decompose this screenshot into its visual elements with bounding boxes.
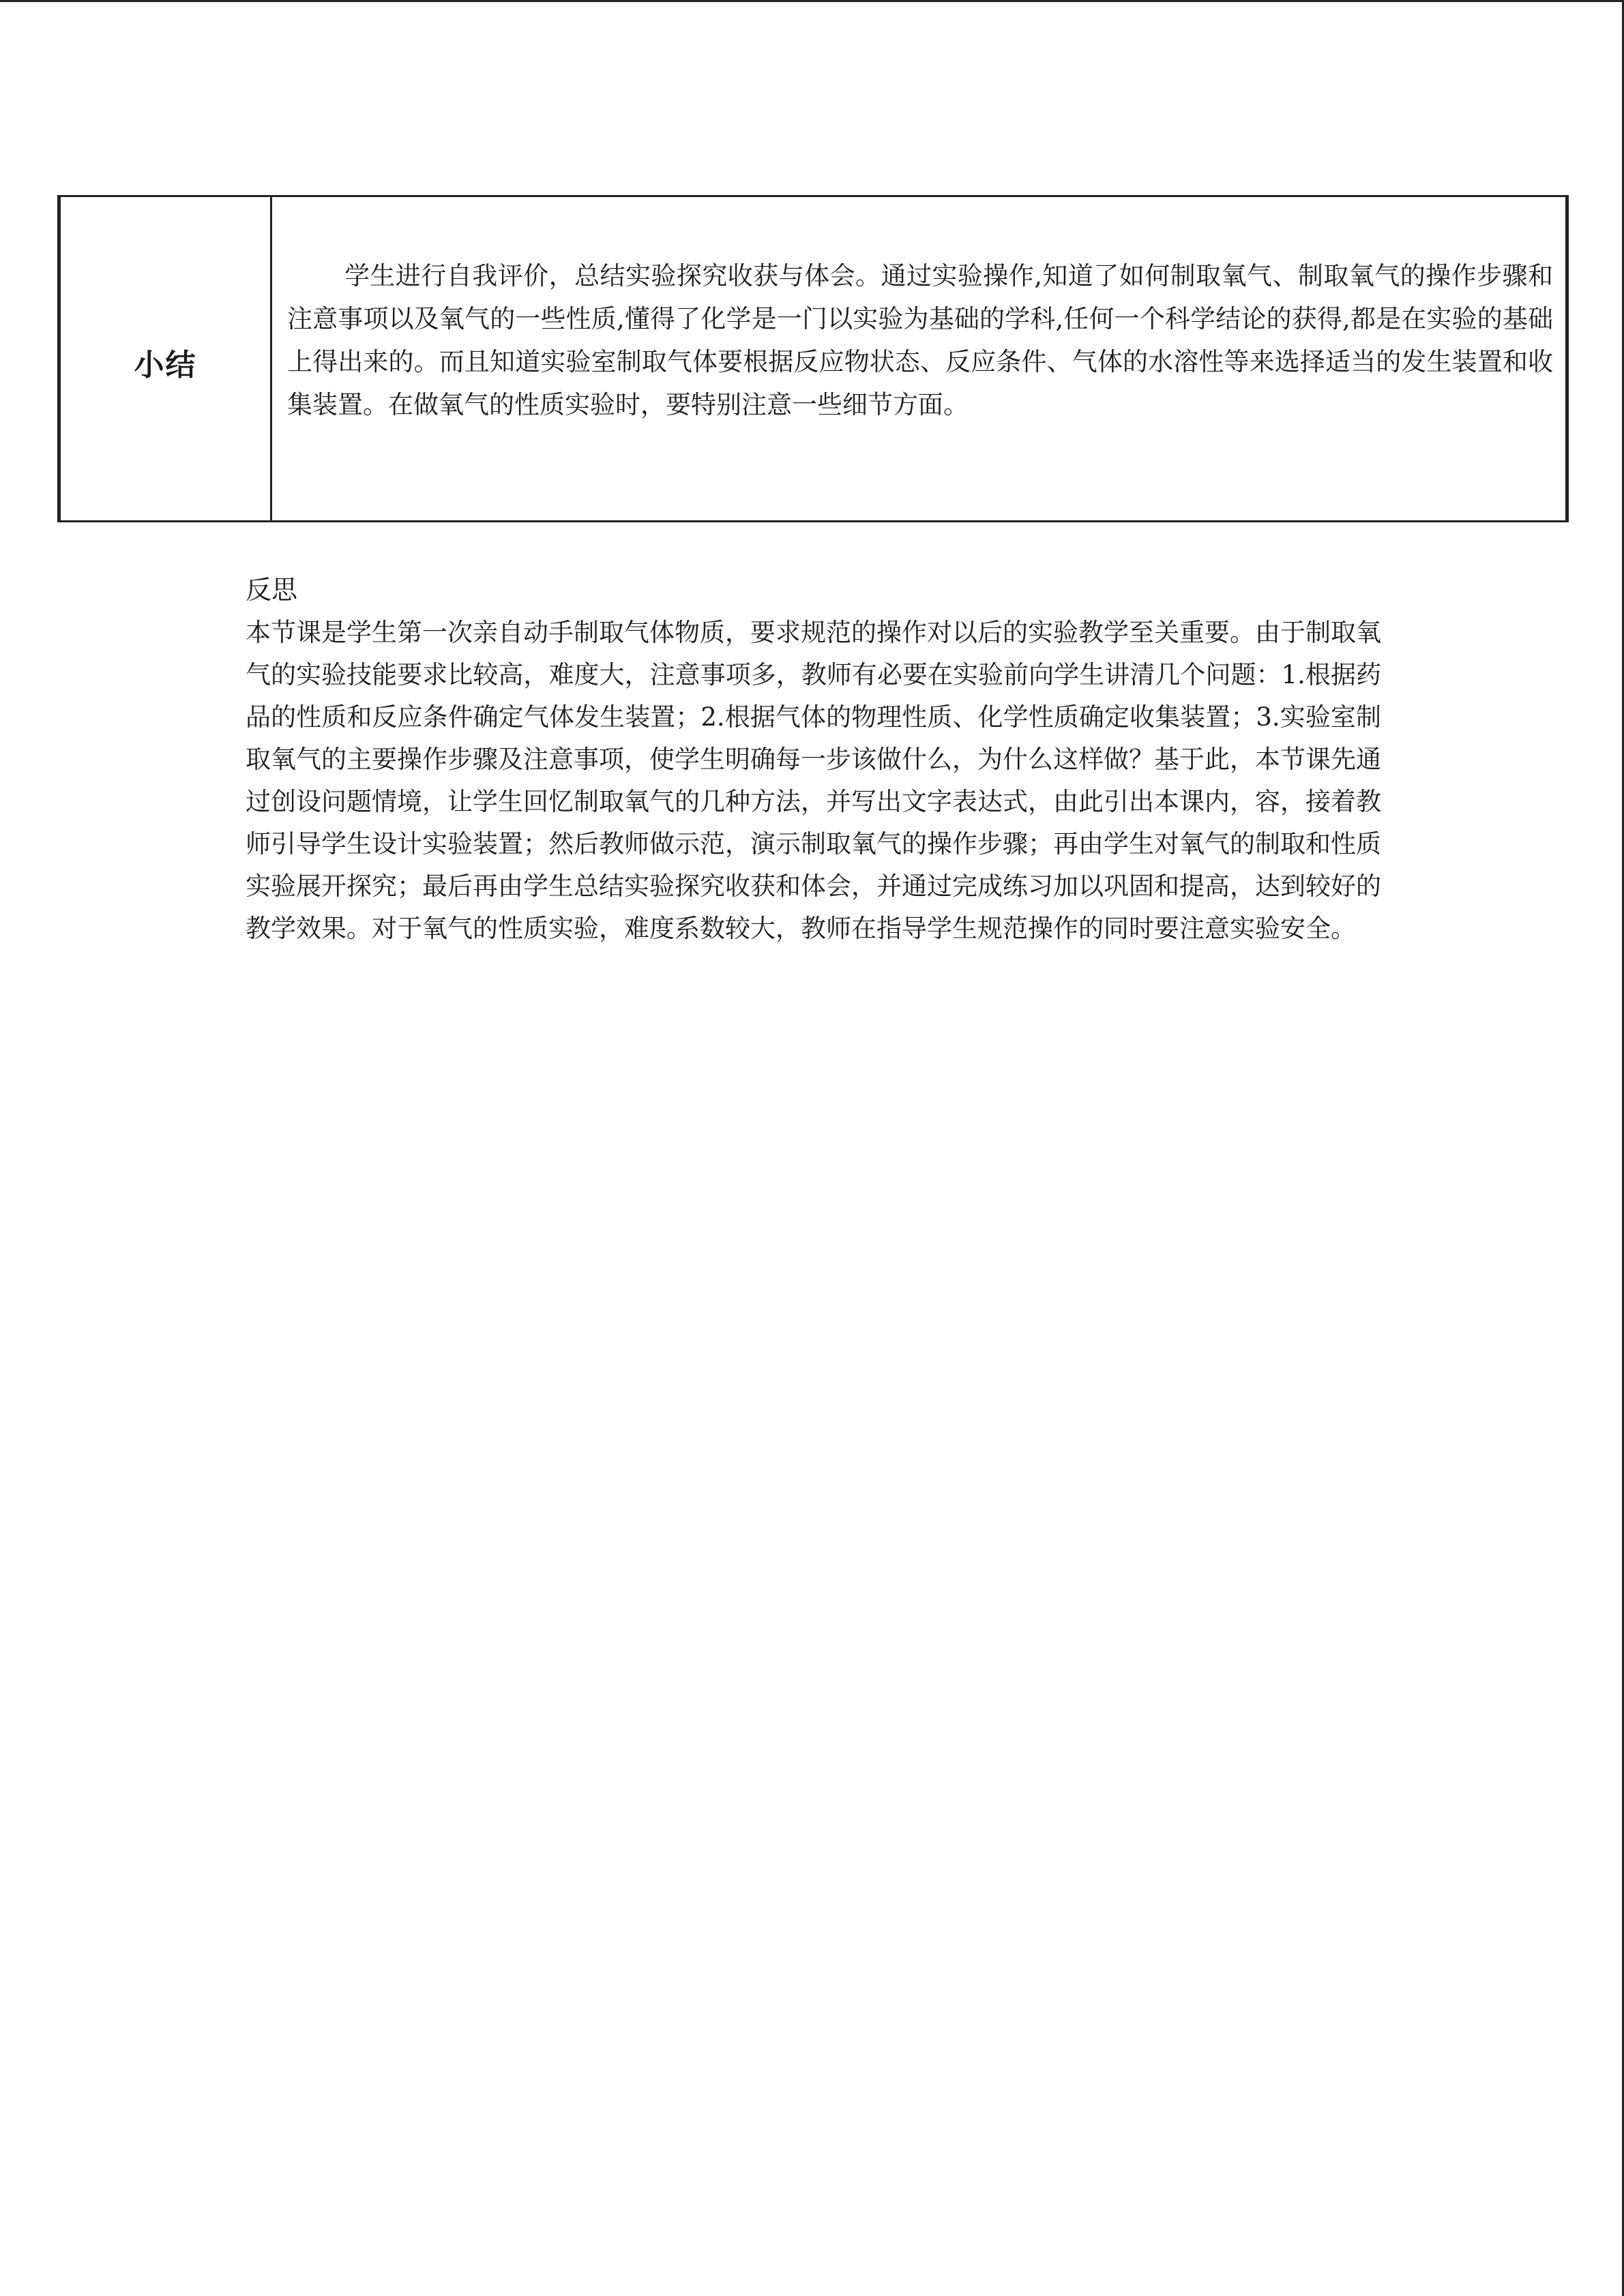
summary-content-cell xyxy=(272,197,1565,520)
summary-label: 小结 xyxy=(134,348,197,383)
summary-table xyxy=(57,195,1569,522)
page-top-border xyxy=(0,0,1624,2)
reflection-title: 反思 xyxy=(246,575,298,605)
summary-text: 学生进行自我评价，总结实验探究收获与体会。通过实验操作,知道了如何制取氧气、制取氧气的操作步骤和注意事项以及氧气的一些性质,懂得了化学是一门以实验为基础的学科,任何一个科学结论的获得,都是在实验的基础上得出来的。而且知道实验室制取气体要根据反应物状态、反应条件、气体的水溶性等来选择适当的发生装置和收集装置。在做氧气的性质实验时，要特别注意一些细节方面。 xyxy=(287,261,1553,419)
summary-label-cell xyxy=(61,197,272,520)
reflection-section xyxy=(246,568,1381,950)
reflection-body: 本节课是学生第一次亲自动手制取气体物质，要求规范的操作对以后的实验教学至关重要。由于制取氧气的实验技能要求比较高，难度大，注意事项多，教师有必要在实验前向学生讲清几个问题：1.根据药品的性质和反应条件确定气体发生装置；2.根据气体的物理性质、化学性质确定收集装置；3.实验室制取氧气的主要操作步骤及注意事项，使学生明确每一步该做什么，为什么这样做？基于此，本节课先通过创设问题情境，让学生回忆制取氧气的几种方法，并写出文字表达式，由此引出本课内，容，接着教师引导学生设计实验装置；然后教师做示范，演示制取氧气的操作步骤；再由学生对氧气的制取和性质实验展开探究；最后再由学生总结实验探究收获和体会，并通过完成练习加以巩固和提高，达到较好的教学效果。对于氧气的性质实验，难度系数较大，教师在指导学生规范操作的同时要注意实验安全。 xyxy=(246,618,1381,943)
